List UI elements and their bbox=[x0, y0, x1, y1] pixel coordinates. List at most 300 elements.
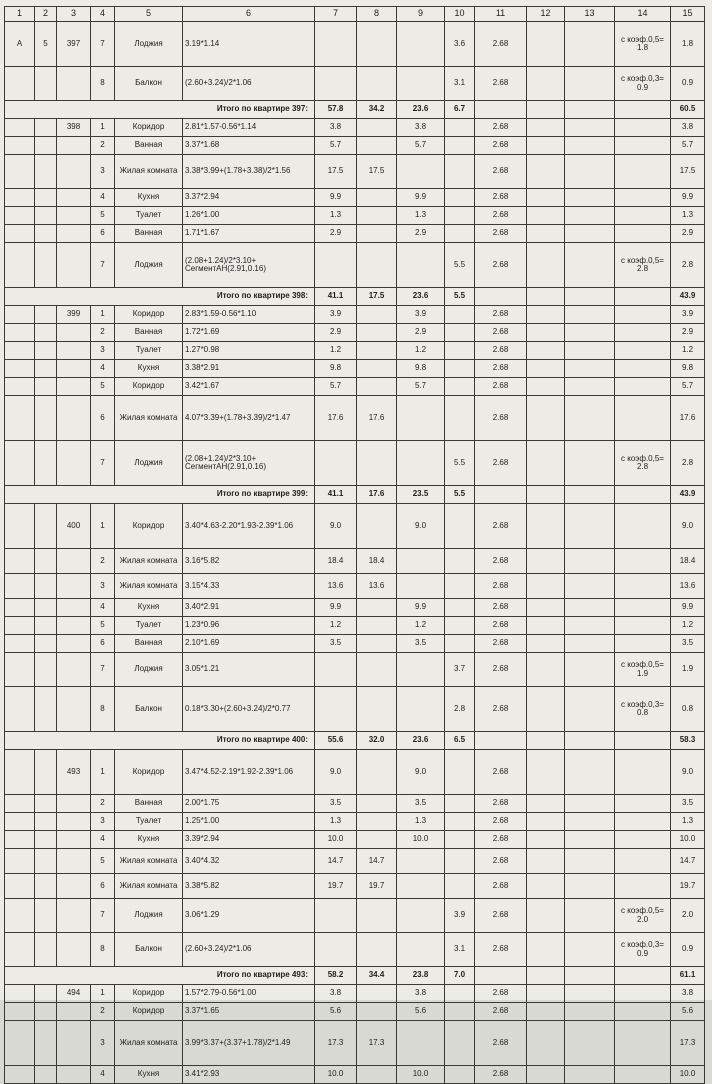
table-cell bbox=[35, 225, 57, 243]
table-cell bbox=[565, 813, 615, 831]
table-cell bbox=[565, 795, 615, 813]
table-cell: 1.2 bbox=[315, 617, 357, 635]
room-row bbox=[5, 342, 705, 360]
table-cell: 2.68 bbox=[475, 324, 527, 342]
table-cell: 7 bbox=[91, 441, 115, 486]
table-cell: 6 bbox=[91, 635, 115, 653]
table-cell bbox=[615, 831, 671, 849]
table-cell: 9.0 bbox=[315, 750, 357, 795]
total-cell bbox=[615, 101, 671, 119]
table-cell bbox=[565, 653, 615, 687]
table-cell bbox=[35, 243, 57, 288]
table-cell bbox=[565, 207, 615, 225]
table-cell: 17.5 bbox=[671, 155, 705, 189]
table-cell bbox=[57, 635, 91, 653]
table-cell: 4.07*3.39+(1.78+3.39)/2*1.47 bbox=[183, 396, 315, 441]
table-cell: 2.68 bbox=[475, 243, 527, 288]
table-cell bbox=[5, 306, 35, 324]
table-cell: 3.05*1.21 bbox=[183, 653, 315, 687]
table-cell: с коэф.0,5= 1.9 bbox=[615, 653, 671, 687]
total-cell bbox=[527, 288, 565, 306]
column-header-cell: 1 bbox=[5, 7, 35, 22]
table-cell bbox=[527, 653, 565, 687]
table-cell: 1.23*0.96 bbox=[183, 617, 315, 635]
room-row bbox=[5, 687, 705, 732]
table-cell bbox=[527, 225, 565, 243]
room-row bbox=[5, 874, 705, 899]
table-cell bbox=[5, 549, 35, 574]
table-cell: 9.8 bbox=[397, 360, 445, 378]
total-cell bbox=[615, 732, 671, 750]
table-cell bbox=[527, 396, 565, 441]
table-cell: 9.9 bbox=[671, 189, 705, 207]
table-cell: 2.8 bbox=[671, 441, 705, 486]
table-cell: 10.0 bbox=[315, 831, 357, 849]
total-cell: 6.5 bbox=[445, 732, 475, 750]
table-cell bbox=[445, 831, 475, 849]
table-cell: Балкон bbox=[115, 687, 183, 732]
table-cell bbox=[445, 574, 475, 599]
table-cell: 17.6 bbox=[357, 396, 397, 441]
room-row bbox=[5, 617, 705, 635]
room-row bbox=[5, 225, 705, 243]
table-cell: 9.8 bbox=[315, 360, 357, 378]
table-cell: с коэф.0,5= 1.8 bbox=[615, 22, 671, 67]
total-cell: 34.2 bbox=[357, 101, 397, 119]
table-cell bbox=[445, 750, 475, 795]
table-cell: Коридор bbox=[115, 750, 183, 795]
table-cell bbox=[357, 360, 397, 378]
table-cell: 2.68 bbox=[475, 574, 527, 599]
table-cell bbox=[57, 207, 91, 225]
table-cell: 2.68 bbox=[475, 225, 527, 243]
table-cell bbox=[445, 225, 475, 243]
total-cell: 23.6 bbox=[397, 288, 445, 306]
table-cell bbox=[565, 119, 615, 137]
table-cell bbox=[445, 599, 475, 617]
table-cell: 0.9 bbox=[671, 933, 705, 967]
table-cell: 3.9 bbox=[315, 306, 357, 324]
table-cell bbox=[445, 813, 475, 831]
table-cell: 2.68 bbox=[475, 750, 527, 795]
table-cell: 2.68 bbox=[475, 189, 527, 207]
total-cell bbox=[527, 732, 565, 750]
table-cell: 3.16*5.82 bbox=[183, 549, 315, 574]
table-cell: 3.7 bbox=[445, 653, 475, 687]
table-cell bbox=[5, 360, 35, 378]
table-cell bbox=[5, 243, 35, 288]
table-cell: 18.4 bbox=[357, 549, 397, 574]
total-cell: 5.5 bbox=[445, 288, 475, 306]
table-cell: 2.68 bbox=[475, 617, 527, 635]
table-cell: 2.68 bbox=[475, 306, 527, 324]
table-cell bbox=[527, 189, 565, 207]
table-cell bbox=[357, 795, 397, 813]
table-cell bbox=[35, 795, 57, 813]
table-cell: 2.9 bbox=[315, 324, 357, 342]
table-cell bbox=[527, 831, 565, 849]
table-cell bbox=[397, 933, 445, 967]
room-row bbox=[5, 306, 705, 324]
table-cell bbox=[527, 207, 565, 225]
table-cell: 2 bbox=[91, 549, 115, 574]
table-cell: (2.60+3.24)/2*1.06 bbox=[183, 933, 315, 967]
table-cell: 7 bbox=[91, 653, 115, 687]
table-cell: 2.68 bbox=[475, 653, 527, 687]
table-cell bbox=[527, 155, 565, 189]
table-cell bbox=[35, 324, 57, 342]
table-cell bbox=[565, 574, 615, 599]
table-cell bbox=[615, 795, 671, 813]
table-cell: Жилая комната bbox=[115, 549, 183, 574]
table-cell bbox=[445, 324, 475, 342]
table-cell bbox=[35, 1021, 57, 1066]
table-cell: 4 bbox=[91, 360, 115, 378]
table-cell: Туалет bbox=[115, 813, 183, 831]
table-cell bbox=[357, 933, 397, 967]
table-cell bbox=[615, 599, 671, 617]
table-cell: 2.68 bbox=[475, 207, 527, 225]
table-cell bbox=[565, 1021, 615, 1066]
table-cell bbox=[357, 831, 397, 849]
table-cell: 2.68 bbox=[475, 687, 527, 732]
table-cell bbox=[35, 933, 57, 967]
table-cell: Жилая комната bbox=[115, 1021, 183, 1066]
table-cell bbox=[315, 899, 357, 933]
table-cell bbox=[445, 549, 475, 574]
total-cell bbox=[615, 967, 671, 985]
column-header-cell: 13 bbox=[565, 7, 615, 22]
table-cell bbox=[35, 849, 57, 874]
table-cell: 17.6 bbox=[671, 396, 705, 441]
table-cell: 3.1 bbox=[445, 933, 475, 967]
column-header-cell: 7 bbox=[315, 7, 357, 22]
table-cell bbox=[35, 750, 57, 795]
table-cell bbox=[615, 342, 671, 360]
table-cell: 2.68 bbox=[475, 599, 527, 617]
room-row bbox=[5, 137, 705, 155]
room-row bbox=[5, 155, 705, 189]
table-cell bbox=[5, 324, 35, 342]
table-cell bbox=[57, 243, 91, 288]
table-cell bbox=[527, 324, 565, 342]
table-cell: 3 bbox=[91, 342, 115, 360]
table-cell bbox=[527, 306, 565, 324]
table-cell: 18.4 bbox=[671, 549, 705, 574]
table-cell bbox=[615, 1003, 671, 1021]
table-cell: 17.3 bbox=[671, 1021, 705, 1066]
table-cell: 5.7 bbox=[397, 137, 445, 155]
table-cell bbox=[397, 574, 445, 599]
room-row bbox=[5, 1003, 705, 1021]
table-cell: 3.40*2.91 bbox=[183, 599, 315, 617]
table-cell: 399 bbox=[57, 306, 91, 324]
table-cell bbox=[57, 549, 91, 574]
table-cell: 3.37*1.68 bbox=[183, 137, 315, 155]
table-cell bbox=[445, 1066, 475, 1084]
table-cell bbox=[397, 67, 445, 101]
table-cell bbox=[527, 849, 565, 874]
room-row bbox=[5, 574, 705, 599]
table-cell bbox=[57, 617, 91, 635]
total-cell: 58.3 bbox=[671, 732, 705, 750]
table-cell bbox=[527, 243, 565, 288]
table-cell: 14.7 bbox=[315, 849, 357, 874]
table-cell: 2.00*1.75 bbox=[183, 795, 315, 813]
table-cell bbox=[35, 360, 57, 378]
total-cell: 17.6 bbox=[357, 486, 397, 504]
table-cell bbox=[357, 119, 397, 137]
table-cell bbox=[57, 795, 91, 813]
total-cell: 23.8 bbox=[397, 967, 445, 985]
table-cell bbox=[35, 899, 57, 933]
table-cell: 10.0 bbox=[315, 1066, 357, 1084]
table-cell: 1.3 bbox=[397, 813, 445, 831]
table-cell bbox=[57, 189, 91, 207]
table-cell bbox=[527, 137, 565, 155]
table-cell bbox=[35, 378, 57, 396]
table-cell: 10.0 bbox=[671, 831, 705, 849]
total-cell: 61.1 bbox=[671, 967, 705, 985]
table-cell: 5.5 bbox=[445, 441, 475, 486]
table-cell: Жилая комната bbox=[115, 849, 183, 874]
table-cell bbox=[527, 617, 565, 635]
table-cell: Ванная bbox=[115, 137, 183, 155]
total-cell bbox=[565, 732, 615, 750]
table-cell: 3 bbox=[91, 813, 115, 831]
table-cell bbox=[565, 360, 615, 378]
table-cell bbox=[5, 750, 35, 795]
table-cell bbox=[357, 324, 397, 342]
table-cell bbox=[5, 831, 35, 849]
room-row bbox=[5, 360, 705, 378]
table-cell: 1 bbox=[91, 119, 115, 137]
column-header-cell: 11 bbox=[475, 7, 527, 22]
table-cell bbox=[57, 831, 91, 849]
table-cell bbox=[565, 396, 615, 441]
table-cell: 3.9 bbox=[397, 306, 445, 324]
table-cell bbox=[615, 635, 671, 653]
table-cell bbox=[615, 504, 671, 549]
table-cell: Ванная bbox=[115, 635, 183, 653]
table-cell bbox=[527, 874, 565, 899]
table-cell bbox=[445, 119, 475, 137]
table-cell bbox=[527, 599, 565, 617]
table-cell: 1.3 bbox=[315, 813, 357, 831]
table-cell: 3.5 bbox=[315, 635, 357, 653]
table-cell: 8 bbox=[91, 687, 115, 732]
table-cell: Лоджия bbox=[115, 899, 183, 933]
table-cell: 2.0 bbox=[671, 899, 705, 933]
total-label: Итого по квартире 397: bbox=[5, 101, 315, 119]
table-cell bbox=[397, 653, 445, 687]
table-cell bbox=[565, 324, 615, 342]
table-cell: 9.0 bbox=[671, 750, 705, 795]
table-cell: 2.68 bbox=[475, 1066, 527, 1084]
table-cell: 2.68 bbox=[475, 849, 527, 874]
room-row bbox=[5, 1021, 705, 1066]
total-cell bbox=[475, 967, 527, 985]
column-header-cell: 2 bbox=[35, 7, 57, 22]
table-cell: 494 bbox=[57, 985, 91, 1003]
room-row bbox=[5, 933, 705, 967]
table-cell bbox=[615, 396, 671, 441]
table-cell bbox=[57, 378, 91, 396]
column-header-cell: 9 bbox=[397, 7, 445, 22]
table-cell bbox=[35, 653, 57, 687]
table-cell: 2.68 bbox=[475, 635, 527, 653]
table-cell: 1.2 bbox=[315, 342, 357, 360]
table-cell bbox=[565, 243, 615, 288]
table-cell: 2.9 bbox=[315, 225, 357, 243]
table-cell bbox=[527, 1066, 565, 1084]
table-cell: 9.0 bbox=[671, 504, 705, 549]
total-cell: 55.6 bbox=[315, 732, 357, 750]
table-cell bbox=[357, 189, 397, 207]
table-cell bbox=[5, 119, 35, 137]
table-cell bbox=[35, 137, 57, 155]
table-cell bbox=[357, 342, 397, 360]
table-cell: 2.83*1.59-0.56*1.10 bbox=[183, 306, 315, 324]
table-cell: Кухня bbox=[115, 599, 183, 617]
table-cell: 2.68 bbox=[475, 441, 527, 486]
table-cell: 2.68 bbox=[475, 137, 527, 155]
room-row bbox=[5, 119, 705, 137]
table-cell: 5 bbox=[91, 378, 115, 396]
table-cell bbox=[35, 155, 57, 189]
table-cell: 1.27*0.98 bbox=[183, 342, 315, 360]
table-cell bbox=[357, 243, 397, 288]
table-cell: 17.5 bbox=[357, 155, 397, 189]
table-cell bbox=[615, 306, 671, 324]
total-cell bbox=[615, 486, 671, 504]
table-cell: Коридор bbox=[115, 119, 183, 137]
table-cell bbox=[57, 653, 91, 687]
table-cell bbox=[5, 342, 35, 360]
table-cell bbox=[565, 137, 615, 155]
table-cell: 1.25*1.00 bbox=[183, 813, 315, 831]
table-cell: 2.68 bbox=[475, 360, 527, 378]
table-cell: 3.8 bbox=[397, 985, 445, 1003]
total-cell bbox=[527, 967, 565, 985]
table-cell bbox=[615, 324, 671, 342]
table-cell bbox=[35, 342, 57, 360]
table-cell: 5.7 bbox=[671, 137, 705, 155]
table-cell bbox=[315, 22, 357, 67]
table-cell bbox=[615, 1066, 671, 1084]
table-cell bbox=[527, 378, 565, 396]
room-row bbox=[5, 899, 705, 933]
table-cell bbox=[397, 396, 445, 441]
table-cell: 4 bbox=[91, 831, 115, 849]
table-cell: 19.7 bbox=[315, 874, 357, 899]
table-cell: 1.72*1.69 bbox=[183, 324, 315, 342]
table-cell bbox=[357, 378, 397, 396]
table-cell bbox=[357, 617, 397, 635]
table-cell: 2.9 bbox=[671, 324, 705, 342]
table-cell bbox=[5, 933, 35, 967]
table-cell bbox=[5, 653, 35, 687]
table-cell bbox=[5, 137, 35, 155]
table-cell bbox=[527, 574, 565, 599]
table-cell bbox=[527, 504, 565, 549]
room-row bbox=[5, 750, 705, 795]
table-cell: 8 bbox=[91, 67, 115, 101]
column-header-cell: 8 bbox=[357, 7, 397, 22]
table-cell: Жилая комната bbox=[115, 396, 183, 441]
table-cell bbox=[357, 813, 397, 831]
table-cell bbox=[445, 360, 475, 378]
room-row bbox=[5, 504, 705, 549]
table-cell bbox=[5, 687, 35, 732]
table-cell: Жилая комната bbox=[115, 574, 183, 599]
table-cell bbox=[35, 599, 57, 617]
table-cell bbox=[397, 549, 445, 574]
table-cell: Коридор bbox=[115, 378, 183, 396]
table-cell bbox=[565, 874, 615, 899]
table-cell: Балкон bbox=[115, 67, 183, 101]
total-cell: 5.5 bbox=[445, 486, 475, 504]
table-cell bbox=[565, 504, 615, 549]
table-cell: 5 bbox=[35, 22, 57, 67]
table-cell bbox=[615, 189, 671, 207]
table-cell: 9.0 bbox=[397, 504, 445, 549]
table-cell: 1.2 bbox=[397, 617, 445, 635]
table-cell bbox=[565, 441, 615, 486]
table-cell: 3 bbox=[91, 574, 115, 599]
table-cell: 1.2 bbox=[671, 617, 705, 635]
table-cell bbox=[445, 849, 475, 874]
table-cell bbox=[57, 813, 91, 831]
table-cell bbox=[565, 635, 615, 653]
apartment-total-row bbox=[5, 732, 705, 750]
table-cell: 13.6 bbox=[671, 574, 705, 599]
table-cell: 2.68 bbox=[475, 985, 527, 1003]
table-cell bbox=[615, 874, 671, 899]
total-cell bbox=[475, 732, 527, 750]
table-cell bbox=[5, 574, 35, 599]
table-cell: Ванная bbox=[115, 324, 183, 342]
room-row bbox=[5, 441, 705, 486]
total-cell: 41.1 bbox=[315, 288, 357, 306]
table-cell: 2.68 bbox=[475, 342, 527, 360]
table-cell bbox=[527, 342, 565, 360]
table-cell: 17.5 bbox=[315, 155, 357, 189]
total-cell bbox=[475, 101, 527, 119]
table-cell bbox=[565, 1003, 615, 1021]
table-cell: 2.68 bbox=[475, 813, 527, 831]
table-cell: 1.3 bbox=[397, 207, 445, 225]
table-cell bbox=[357, 1066, 397, 1084]
table-cell: 3.19*1.14 bbox=[183, 22, 315, 67]
table-cell: 5.6 bbox=[671, 1003, 705, 1021]
table-cell bbox=[5, 899, 35, 933]
table-cell: 3.37*1.65 bbox=[183, 1003, 315, 1021]
room-row bbox=[5, 849, 705, 874]
table-cell bbox=[5, 396, 35, 441]
table-cell bbox=[565, 306, 615, 324]
table-cell bbox=[57, 1066, 91, 1084]
table-cell bbox=[57, 687, 91, 732]
table-cell bbox=[315, 243, 357, 288]
column-header-cell: 6 bbox=[183, 7, 315, 22]
table-cell: Балкон bbox=[115, 933, 183, 967]
table-cell: Коридор bbox=[115, 985, 183, 1003]
table-cell: 3.41*2.93 bbox=[183, 1066, 315, 1084]
table-cell bbox=[565, 849, 615, 874]
table-cell: 3.9 bbox=[671, 306, 705, 324]
table-cell bbox=[527, 360, 565, 378]
